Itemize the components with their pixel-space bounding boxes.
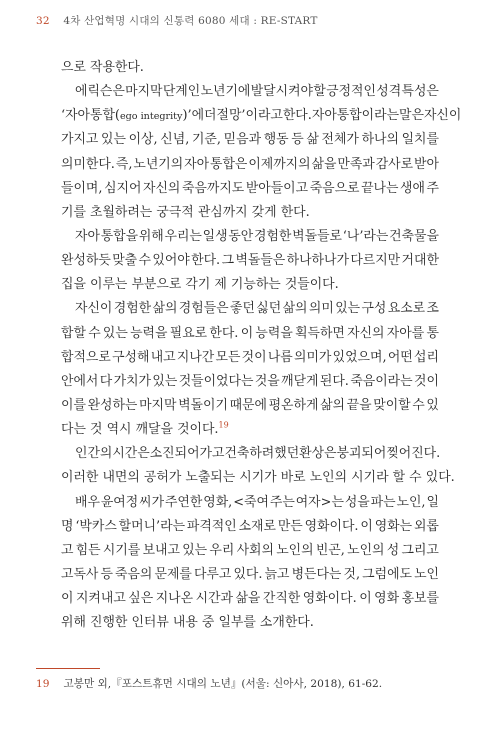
text-line: 이 지켜내고 싶은 지나온 시간과 삶을 간직한 영화이다. 이 영화 홍보를 bbox=[61, 591, 439, 607]
text-line: 으로 작용한다. bbox=[61, 60, 144, 75]
footnote-rule bbox=[36, 668, 100, 669]
text-line: 인간의 시간은 소진되어 가고 건축하려 했던 환상은 붕괴되어 찢어진다. bbox=[75, 446, 441, 462]
text-line: 합적으로 구성해 내고 지나간 모든 것이 나름 의미가 있었으며, 어떤 섭리 bbox=[61, 349, 439, 365]
text-line: 안에서 다 가치가 있는 것들이었다는 것을 깨닫게 된다. 죽음이라는 것이 bbox=[61, 373, 439, 389]
body-text bbox=[61, 56, 462, 635]
text-line: 다는 것 역시 깨달을 것이다.$^{19}$ bbox=[61, 420, 229, 438]
footnote-text: 고봉만 외,『포스트휴먼 시대의 노년』(서울: 신아사, 2018), 61-62. bbox=[63, 678, 383, 690]
english-term: ego integrity bbox=[119, 111, 183, 123]
text-line: 자신이 경험한 삶의 경험들은 좋던 싫던 삶의 의미 있는 구성 요소로 조 bbox=[75, 301, 439, 317]
text-line: 고 힘든 시기를 보내고 있는 우리 사회의 노인의 빈곤, 노인의 성 그리고 bbox=[61, 542, 439, 558]
text-line: 집을 이루는 부분으로 각기 제 기능하는 것들이다. bbox=[61, 277, 339, 293]
text-line: 자아 통합을 위해 우리는 일생 동안 경험한 벽돌들로 ‘나’라는 건축물을 bbox=[75, 228, 439, 244]
text-line: 의미한다. 즉, 노년기의 자아 통합은 이제까지의 삶을 만족과 감사로 받아 bbox=[61, 156, 439, 172]
footnote-reference[interactable]: 19 bbox=[218, 420, 229, 430]
text-line: 가지고 있는 이상, 신념, 기준, 믿음과 행동 등 삶 전체가 하나의 일치를 bbox=[61, 132, 439, 148]
footnote bbox=[36, 676, 382, 691]
text-line: 합할 수 있는 능력을 필요로 한다. 이 능력을 획득하면 자신의 자아를 통 bbox=[61, 325, 439, 341]
text-line: 위해 진행한 인터뷰 내용 중 일부를 소개한다. bbox=[61, 615, 314, 631]
text-line: 명 ‘박카스 할머니’라는 파격적인 소재로 만든 영화이다. 이 영화는 외롭 bbox=[61, 518, 439, 534]
text-line: 들이며, 심지어 자신의 죽음까지도 받아들이고 죽음으로 끝나는 생애 주 bbox=[61, 180, 439, 196]
text-line: ‘자아 통합(ego integrity)’에 더 절망’이라고 한다. 자아 통합이라는 말은 자신이 bbox=[61, 108, 462, 124]
text-line: 에릭슨은 마지막 단계인 노년기에 발달시켜야 할 긍정적인 성격 특성은 bbox=[75, 84, 439, 100]
page-number: 32 bbox=[36, 15, 50, 27]
text-line: 이를 완성하는 마지막 벽돌이기 때문에 평온하게 삶의 끝을 맞이할 수 있 bbox=[61, 397, 439, 413]
text-line: 기를 초월하려는 궁극적 관심까지 갖게 한다. bbox=[61, 204, 310, 220]
text-line: 고독사 등 죽음의 문제를 다루고 있다. 늙고 병든다는 것, 그럼에도 노인 bbox=[61, 566, 439, 582]
text-line: 이러한 내면의 공허가 노출되는 시기가 바로 노인의 시기라 할 수 있다. bbox=[61, 470, 455, 486]
text-line: 완성하듯 맞출 수 있어야 한다. 그 벽돌들은 하나하나가 다르지만 거대한 bbox=[61, 253, 439, 269]
footnote-number: 19 bbox=[36, 678, 50, 690]
running-title: 4차 산업혁명 시대의 신통력 6080 세대 : RE-START bbox=[63, 15, 318, 27]
running-header bbox=[36, 13, 318, 28]
text-line: 배우 윤여정 씨가 주연한 영화, <죽여 주는 여자>는 성을 파는 노인, 일 bbox=[75, 494, 439, 510]
